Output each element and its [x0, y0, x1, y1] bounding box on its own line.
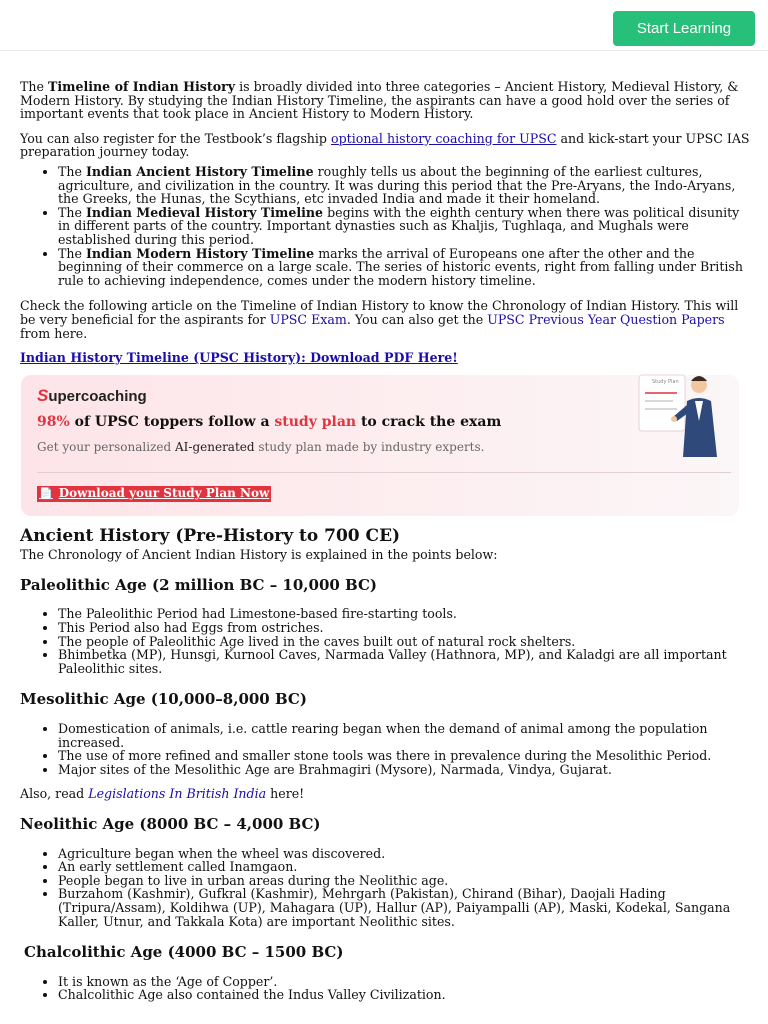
neolithic-list [20, 847, 750, 929]
previous-papers-link[interactable]: UPSC Previous Year Question Papers [487, 311, 725, 327]
also-read-paragraph: Also, read Legislations In British India here! [20, 786, 305, 802]
intro-paragraph: The Timeline of Indian History is broadly divided into three categories – Ancient History, Medieval History, & Modern History. By studying the Indian History Timeline, the aspirants can have a good hold over the series of important events that took place in Ancient History to Modern History. [20, 79, 739, 122]
list-item: • An early settlement called Inamgaon. [58, 860, 750, 874]
check-paragraph: Check the following article on the Timeline of Indian History to know the Chronology of Indian History. This will be very beneficial for the aspirants for UPSC Exam. You can also get the UPSC Previous Year Question Papers from here. [20, 298, 739, 341]
list-item: • Bhimbetka (MP), Hunsgi, Kurnool Caves, Narmada Valley (Hathnora, MP), and Kaladgi are all important Paleolithic sites. [58, 648, 750, 675]
article-body [20, 80, 750, 1014]
history-coaching-link[interactable]: optional history coaching for UPSC [331, 130, 557, 146]
paleolithic-list [20, 607, 750, 675]
banner-subtext: Get your personalized AI-generated study plan made by industry experts. [37, 439, 485, 454]
download-study-plan-button[interactable]: 📄 Download your Study Plan Now [39, 485, 270, 500]
chalcolithic-heading: Chalcolithic Age (4000 BC – 1500 BC) [24, 943, 344, 962]
list-item: • The people of Paleolithic Age lived in the caves built out of natural rock shelters. [58, 635, 750, 649]
download-pdf-link[interactable]: Indian History Timeline (UPSC History): Download PDF Here! [20, 350, 458, 366]
mesolithic-list [20, 722, 750, 776]
list-item: • It is known as the ‘Age of Copper’. [58, 975, 750, 989]
neolithic-heading: Neolithic Age (8000 BC – 4,000 BC) [20, 815, 321, 833]
ancient-history-heading: Ancient History (Pre-History to 700 CE) [20, 525, 401, 546]
list-item: • Major sites of the Mesolithic Age are Brahmagiri (Mysore), Narmada, Vindya, Gujarat. [58, 763, 750, 777]
supercoaching-banner [21, 375, 739, 516]
legislations-link[interactable]: Legislations In British India [88, 786, 267, 802]
document-icon: 📄 [39, 486, 53, 500]
paleolithic-heading: Paleolithic Age (2 million BC – 10,000 BC) [20, 575, 378, 594]
teacher-illustration [637, 371, 735, 457]
supercoaching-logo: Supercoaching [37, 385, 147, 405]
list-item: • Domestication of animals, i.e. cattle rearing began when the demand of animal among the population increased. [58, 722, 750, 749]
ancient-intro: The Chronology of Ancient Indian History is explained in the points below: [20, 547, 498, 563]
start-learning-button[interactable]: Start Learning [613, 11, 755, 46]
chalcolithic-list [20, 975, 750, 1002]
list-item: • People began to live in urban areas during the Neolithic age. [58, 874, 750, 888]
study-plan-caption: Study Plan [652, 378, 679, 385]
list-item: • The Indian Modern History Timeline marks the arrival of Europeans one after the other and the beginning of their commerce on a large scale. The series of historic events, right from falling under British rule to achieving independence, comes under the modern history timeline. [58, 247, 750, 288]
list-item: • Agriculture began when the wheel was discovered. [58, 847, 750, 861]
list-item: • The Paleolithic Period had Limestone-based fire-starting tools. [58, 607, 750, 621]
list-item: • This Period also had Eggs from ostriches. [58, 621, 750, 635]
list-item: • Chalcolithic Age also contained the Indus Valley Civilization. [58, 988, 750, 1002]
list-item: • Burzahom (Kashmir), Gufkral (Kashmir), Mehrgarh (Pakistan), Chirand (Bihar), Daojali Hading (Tripura/Assam), Koldihwa (UP), Mahagara (UP), Hallur (AP), Paiyampalli (AP), Maski, Kodekal, Sangana Kaller, Utnur, and Takkala Kota) are important Neolithic sites. [58, 887, 750, 928]
banner-headline: 98% of UPSC toppers follow a study plan to crack the exam [37, 413, 502, 430]
upsc-exam-link[interactable]: UPSC Exam [269, 311, 347, 327]
list-item: • The Indian Medieval History Timeline begins with the eighth century when there was political disunity in different parts of the country. Important dynasties such as Khaljis, Tughlaqa, and Mughals were established during this period. [58, 206, 750, 247]
mesolithic-heading: Mesolithic Age (10,000–8,000 BC) [20, 690, 307, 709]
banner-divider [37, 472, 731, 473]
timeline-list [20, 165, 750, 287]
top-bar [0, 0, 768, 51]
register-paragraph: You can also register for the Testbook’s flagship optional history coaching for UPSC and kick-start your UPSC IAS preparation journey today. [20, 130, 750, 160]
list-item: • The use of more refined and smaller stone tools was there in prevalence during the Mesolithic Period. [58, 749, 750, 763]
intro-bold: Timeline of Indian History [47, 79, 236, 94]
list-item: • The Indian Ancient History Timeline roughly tells us about the beginning of the earliest cultures, agriculture, and civilization in the country. It was during this period that the Pre-Aryans, the Indo-Aryans, the Greeks, the Hunas, the Scythians, etc invaded India and made it their homeland. [58, 165, 750, 206]
